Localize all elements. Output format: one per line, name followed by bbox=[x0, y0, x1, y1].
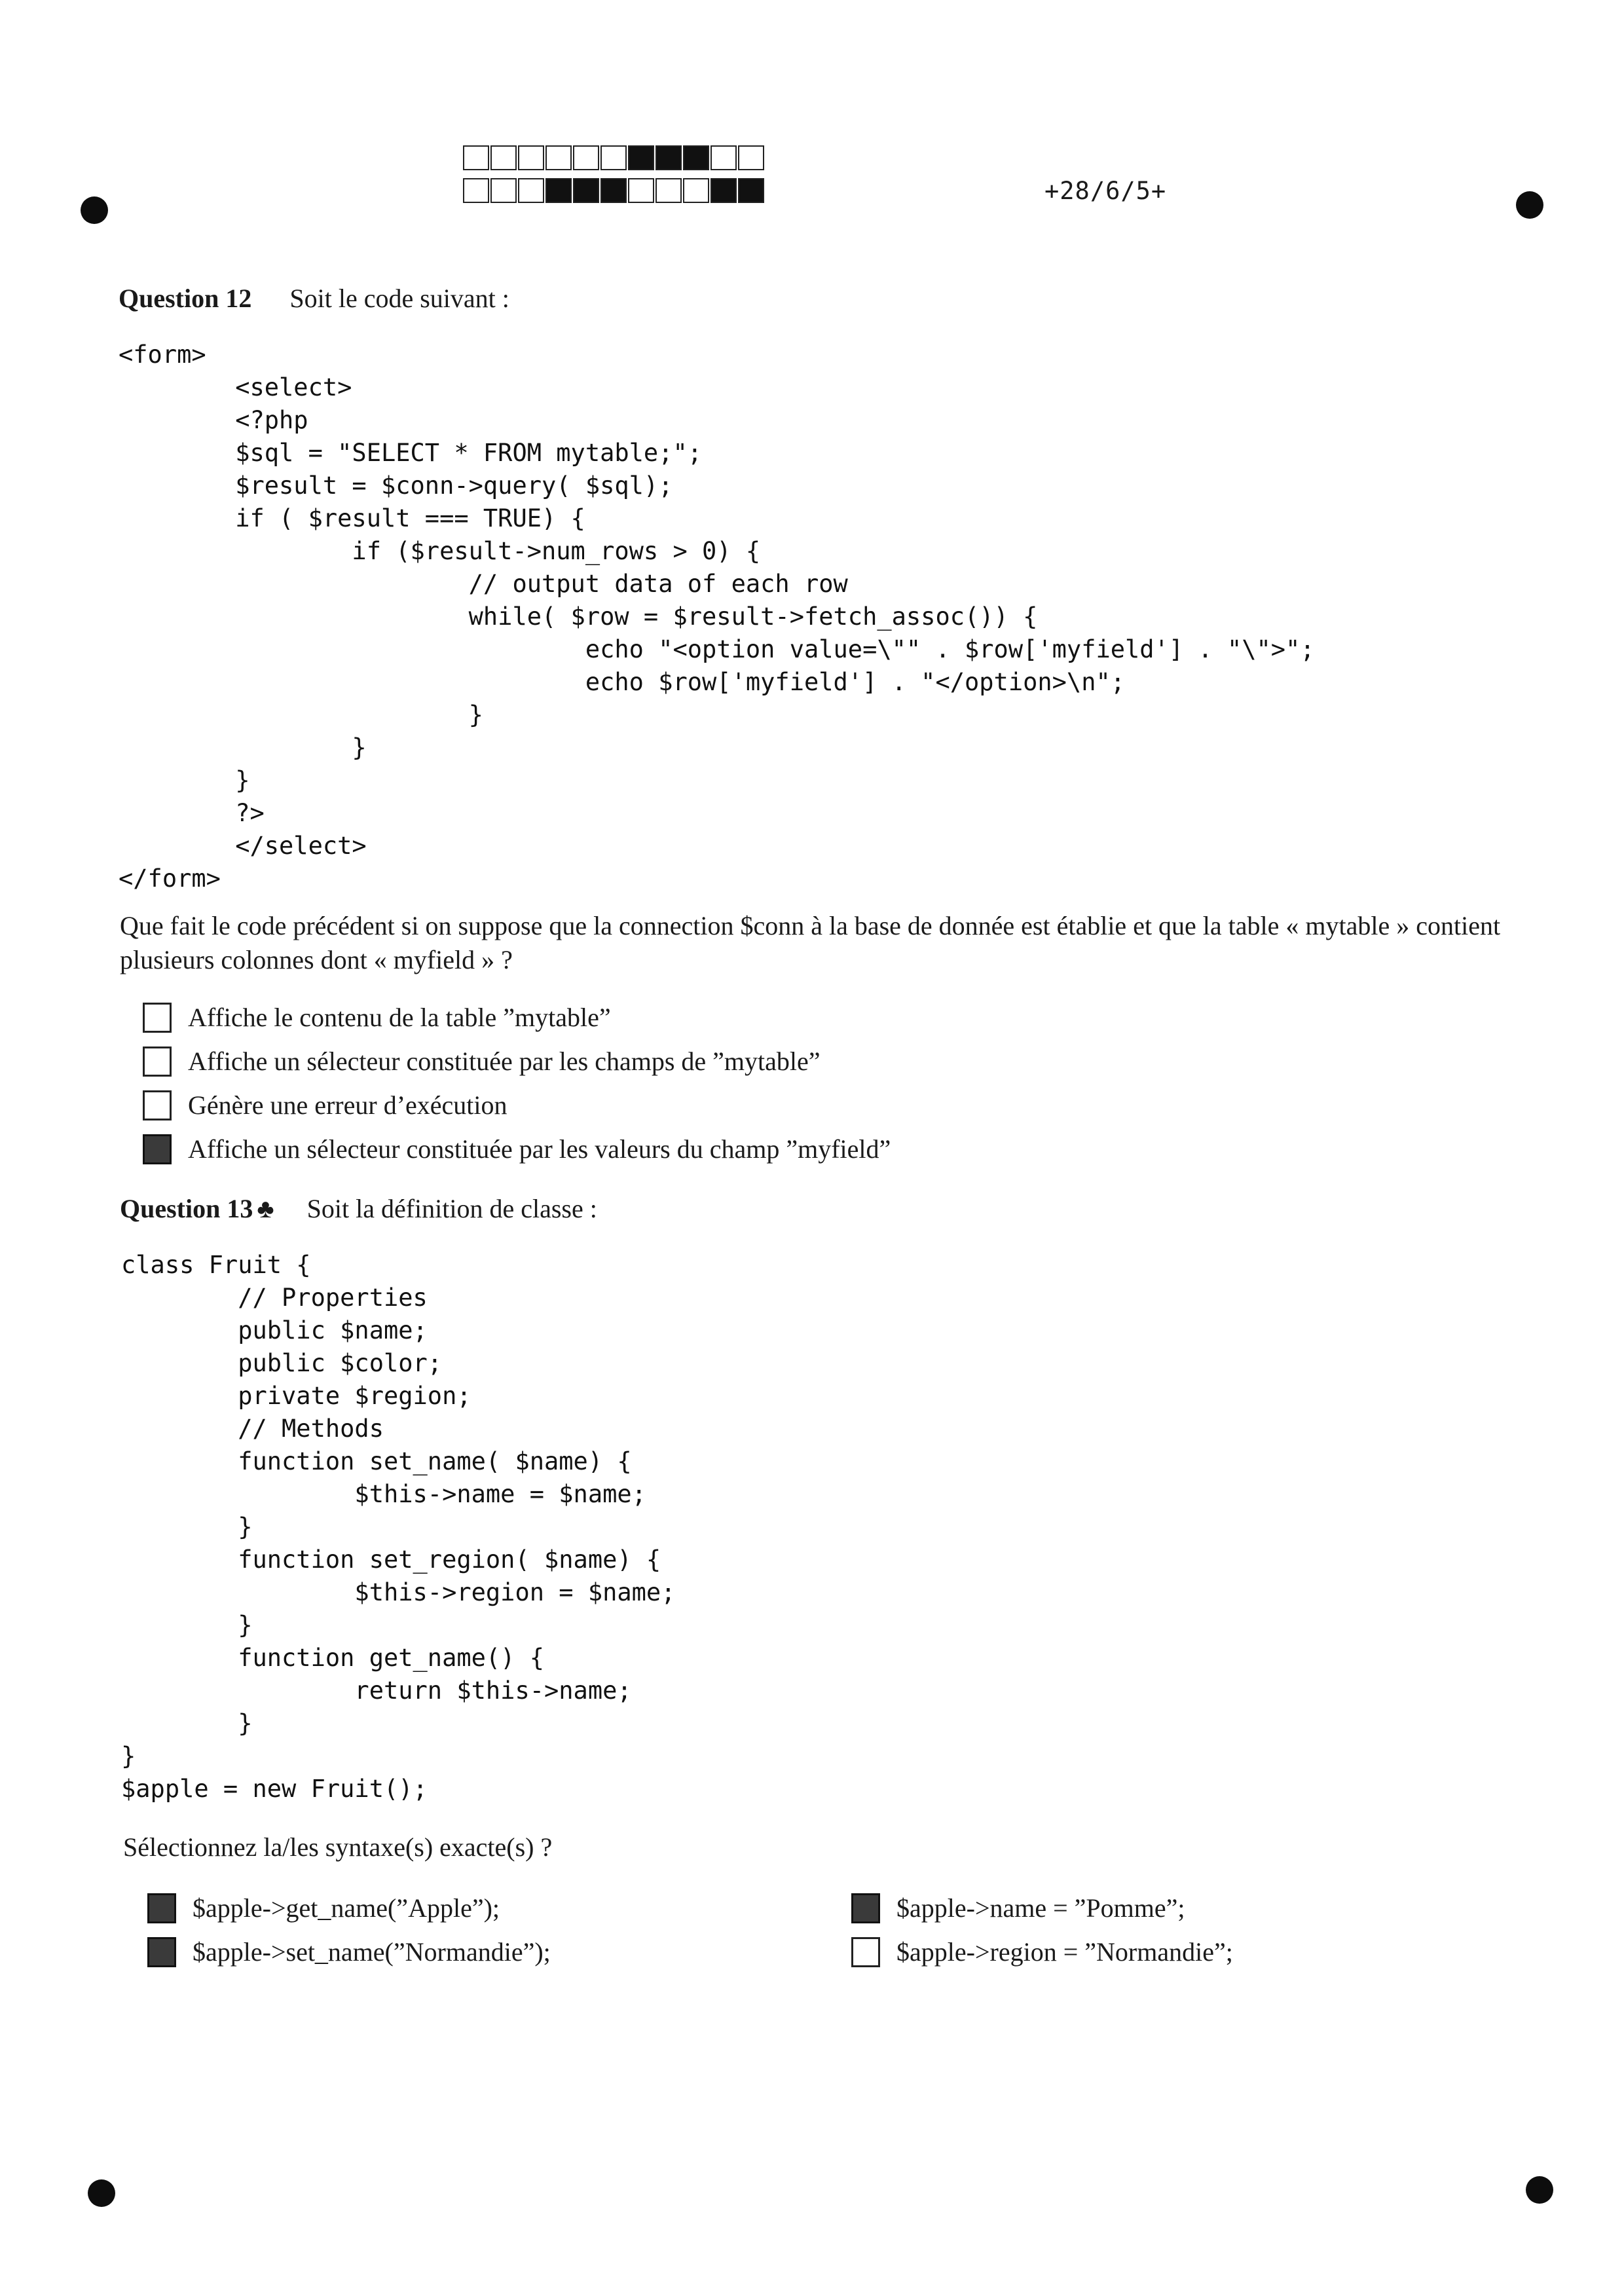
bar-cell bbox=[710, 178, 737, 203]
bar-cell bbox=[628, 145, 654, 170]
bar-cell bbox=[655, 178, 682, 203]
question-12-header bbox=[119, 283, 509, 314]
option-label: $apple->set_name(”Normandie”); bbox=[193, 1937, 551, 1967]
bar-cell bbox=[710, 145, 737, 170]
bar-cell bbox=[518, 145, 544, 170]
checkbox[interactable] bbox=[143, 1003, 172, 1033]
q13-option-1[interactable] bbox=[147, 1886, 851, 1930]
q12-option-3[interactable] bbox=[143, 1083, 891, 1127]
question-13-intro: Soit la définition de classe : bbox=[306, 1194, 597, 1223]
registration-mark-top-left bbox=[81, 196, 108, 224]
question-12-intro: Soit le code suivant : bbox=[289, 284, 509, 313]
bar-cell bbox=[463, 145, 489, 170]
bar-cell bbox=[600, 178, 627, 203]
q13-option-2[interactable] bbox=[851, 1886, 1555, 1930]
bar-cell bbox=[655, 145, 682, 170]
q13-option-3[interactable] bbox=[147, 1930, 851, 1974]
bar-cell bbox=[518, 178, 544, 203]
bar-cell bbox=[573, 178, 599, 203]
bar-cell bbox=[738, 145, 764, 170]
registration-mark-top-right bbox=[1516, 191, 1543, 219]
registration-mark-bottom-left bbox=[88, 2179, 115, 2207]
question-12-choices bbox=[143, 995, 891, 1171]
bar-cell bbox=[738, 178, 764, 203]
checkbox[interactable] bbox=[143, 1090, 172, 1120]
registration-mark-bottom-right bbox=[1526, 2176, 1553, 2204]
bar-cell bbox=[683, 178, 709, 203]
checkbox[interactable] bbox=[143, 1046, 172, 1077]
q12-option-4[interactable] bbox=[143, 1127, 891, 1171]
question-13-code: class Fruit { // Properties public $name; public $color; private $region; // Methods function set_name( $name) { $this->name = $name; } function set_region( $name) { $this->region = $name; } function get_name() { return $this->name; } } $apple = new Fruit(); bbox=[121, 1251, 676, 1803]
question-13-choices bbox=[147, 1886, 1555, 1974]
checkbox[interactable] bbox=[851, 1893, 880, 1923]
option-label: $apple->name = ”Pomme”; bbox=[896, 1893, 1185, 1923]
question-13-prompt: Sélectionnez la/les syntaxe(s) exacte(s) ? bbox=[123, 1832, 553, 1862]
club-icon: ♣ bbox=[257, 1194, 274, 1223]
question-12-code: <form> <select> <?php $sql = "SELECT * FROM mytable;"; $result = $conn->query( $sql); if ( $result === TRUE) { if ($result->num_rows > 0) { // output data of each row while( $row = $result->fetch_assoc()) { echo "<option value=\"" . $row['myfield'] . "\">"; echo $row['myfield'] . "</option>\n"; } } } ?> </select> </form> bbox=[119, 341, 1315, 893]
bar-cell bbox=[490, 145, 517, 170]
question-12-label: Question 12 bbox=[119, 284, 252, 313]
bar-cell bbox=[573, 145, 599, 170]
checkbox[interactable] bbox=[143, 1134, 172, 1164]
option-label: Affiche le contenu de la table ”mytable” bbox=[188, 1003, 611, 1032]
q12-option-2[interactable] bbox=[143, 1039, 891, 1083]
option-label: Affiche un sélecteur constituée par les champs de ”mytable” bbox=[188, 1046, 821, 1076]
option-label: Affiche un sélecteur constituée par les valeurs du champ ”myfield” bbox=[188, 1134, 891, 1164]
question-13-header bbox=[120, 1193, 597, 1224]
q13-option-4[interactable] bbox=[851, 1930, 1555, 1974]
page-id: +28/6/5+ bbox=[1044, 177, 1167, 205]
question-12-prompt: Que fait le code précédent si on suppose que la connection $conn à la base de donnée est établie et que la table « mytable » contient plusieurs colonnes dont « myfield » ? bbox=[120, 911, 1501, 974]
bar-cell bbox=[628, 178, 654, 203]
option-label: $apple->region = ”Normandie”; bbox=[896, 1937, 1233, 1967]
bar-cell bbox=[600, 145, 627, 170]
bar-cell bbox=[490, 178, 517, 203]
checkbox[interactable] bbox=[147, 1893, 176, 1923]
checkbox[interactable] bbox=[851, 1937, 880, 1967]
option-label: Génère une erreur d’exécution bbox=[188, 1090, 507, 1120]
option-label: $apple->get_name(”Apple”); bbox=[193, 1893, 500, 1923]
question-13-label: Question 13 bbox=[120, 1194, 253, 1223]
q12-option-1[interactable] bbox=[143, 995, 891, 1039]
bar-cell bbox=[545, 178, 572, 203]
bar-cell bbox=[463, 178, 489, 203]
bar-cell bbox=[545, 145, 572, 170]
checkbox[interactable] bbox=[147, 1937, 176, 1967]
bar-cell bbox=[683, 145, 709, 170]
